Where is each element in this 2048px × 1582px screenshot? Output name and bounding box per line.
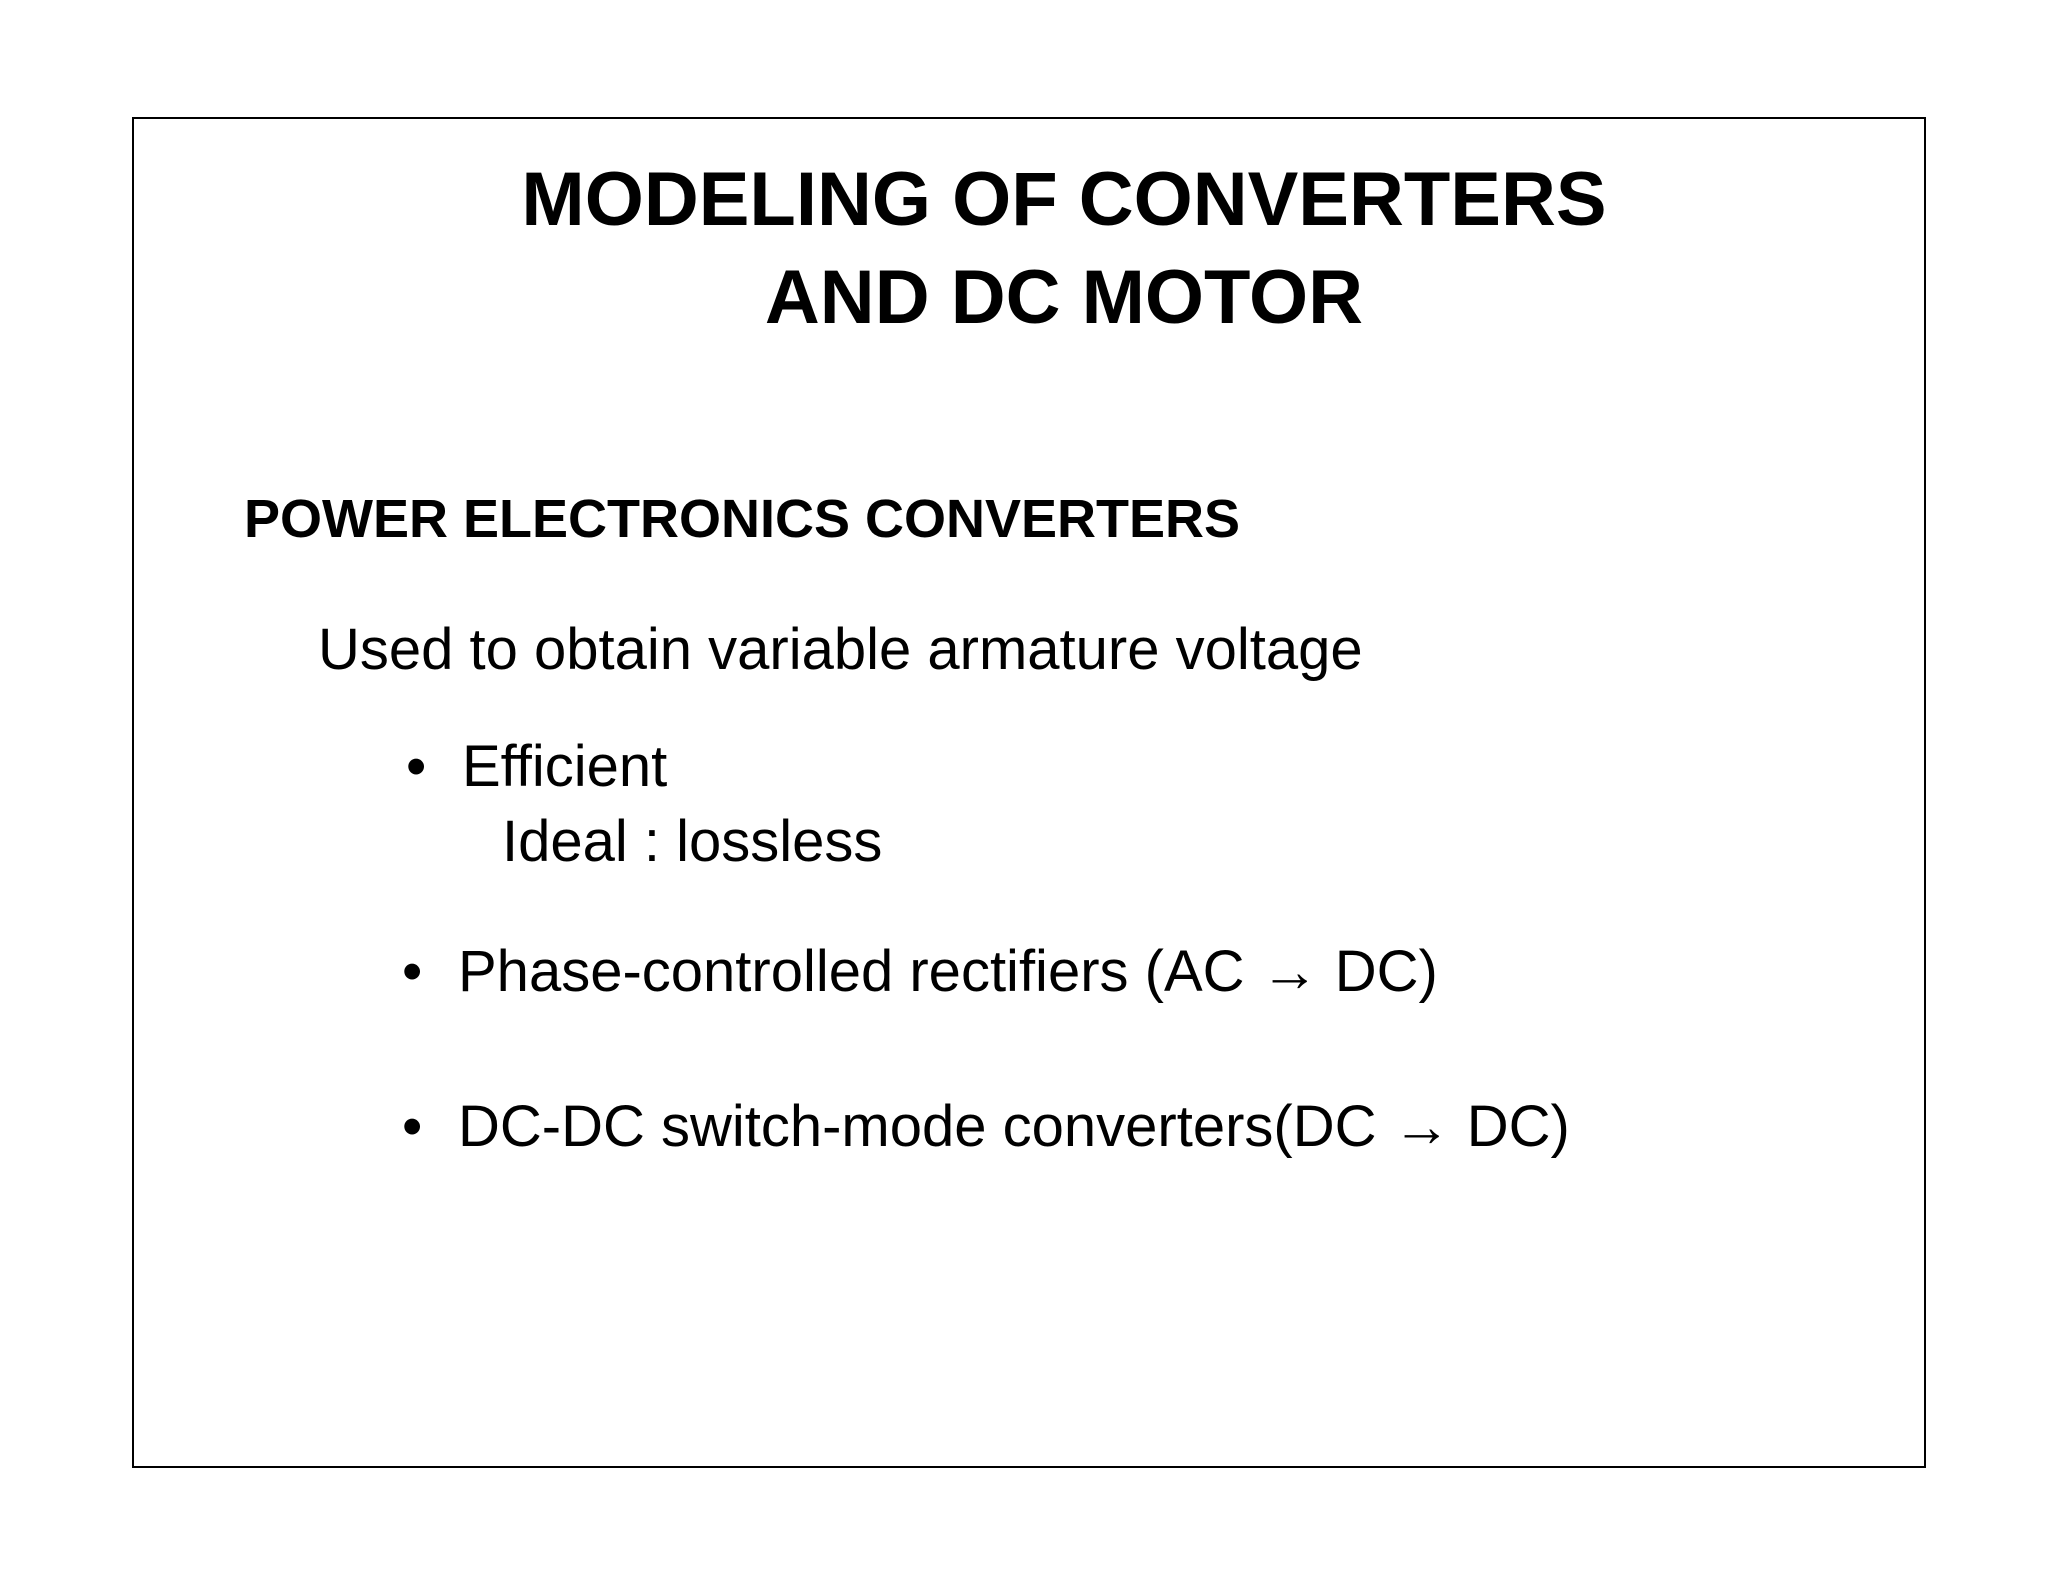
bullet-text: Efficient: [462, 734, 668, 799]
bullet-text: DC-DC switch-mode converters(DC → DC): [458, 1094, 1570, 1159]
bullet-subtext: Ideal : lossless: [502, 809, 883, 874]
slide-title-line-2: AND DC MOTOR: [764, 255, 1364, 340]
section-heading: POWER ELECTRONICS CONVERTERS: [244, 489, 1241, 549]
slide-title-line-1: MODELING OF CONVERTERS: [521, 157, 1607, 242]
bullet-marker: •: [402, 939, 423, 1004]
bullet-marker: •: [402, 1094, 423, 1159]
slide-frame: [132, 117, 1926, 1468]
slide-title: [134, 151, 1924, 347]
bullet-text: Phase-controlled rectifiers (AC → DC): [458, 939, 1438, 1004]
intro-text: Used to obtain variable armature voltage: [318, 617, 1363, 682]
bullet-marker: •: [406, 734, 427, 799]
